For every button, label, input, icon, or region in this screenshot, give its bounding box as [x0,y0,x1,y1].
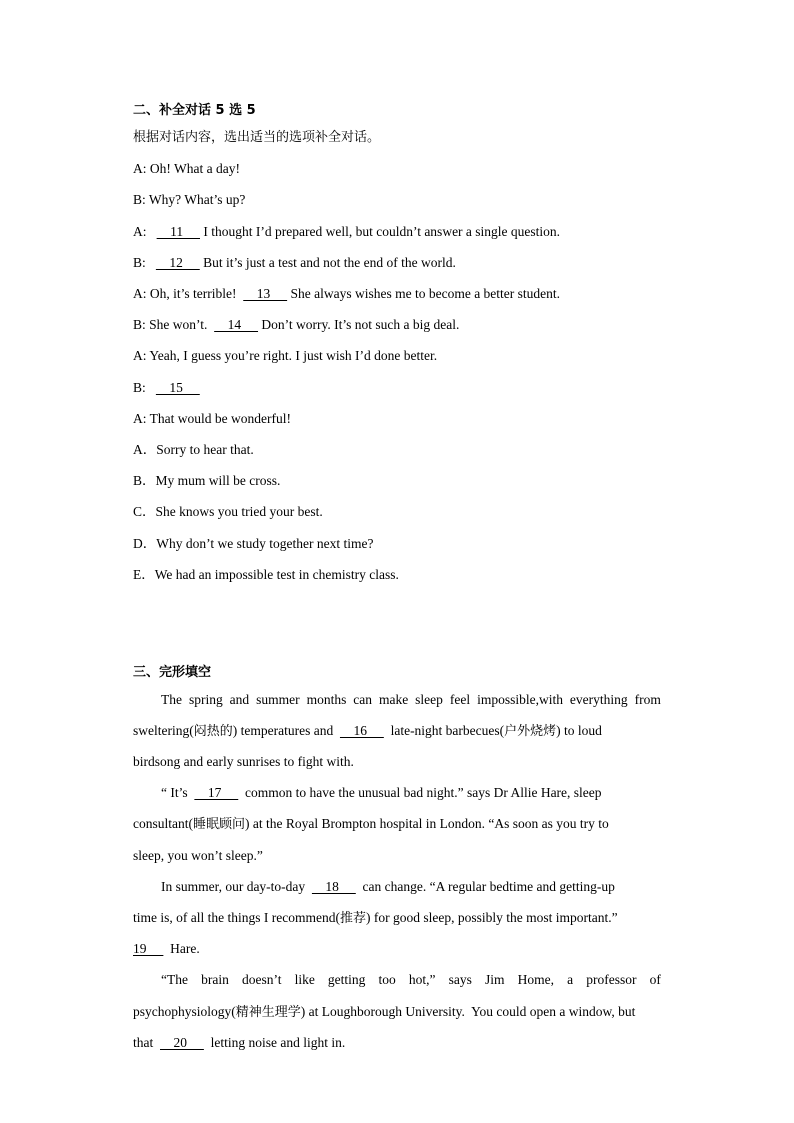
option-letter: D． [133,536,157,551]
answer-blank-18[interactable]: 18 [311,879,356,894]
word: like [294,972,315,987]
word: make [378,692,409,707]
option-text: She knows you tried your best. [155,504,323,519]
answer-blank-16[interactable]: 16 [339,723,384,738]
answer-blank-14[interactable]: 14 [214,317,259,332]
section3-heading: 三、完形填空 [133,665,212,680]
dialogue-pre: She won’t. [149,317,215,332]
section2-heading: 二、补全对话 5 选 5 [133,103,256,118]
chinese-gloss: 户外烧烤 [504,724,557,739]
answer-blank-15[interactable]: 15 [155,380,200,395]
dialogue-pre: Oh, it’s terrible! [149,286,244,301]
option-text: Why don’t we study together next time? [156,536,374,551]
option-text: We had an impossible test in chemistry class. [154,567,399,582]
text-segment: ) at Loughborough University. You could open a window, but [300,1004,636,1019]
chinese-gloss: 闷热的 [193,724,233,739]
text-segment: letting noise and light in. [203,1035,346,1050]
speaker-label: A: [133,224,147,239]
word: everything [569,692,628,707]
word: from [634,692,661,707]
answer-blank-13[interactable]: 13 [243,286,288,301]
dialogue-text: Why? What’s up? [148,192,246,207]
dialogue-text: Oh! What a day! [149,161,240,176]
option-c [133,504,323,520]
dialogue-line-1 [133,161,240,177]
word: “The [161,972,188,987]
word: sleep [415,692,443,707]
chinese-gloss: 推荐 [339,911,366,926]
text-segment: sweltering( [133,723,194,738]
text-segment: that [133,1035,160,1050]
speaker-label: B: [133,192,146,207]
cloze-p2-line1 [161,785,602,801]
speaker-label: B: [133,317,146,332]
word: hot,” [408,972,436,987]
word: can [353,692,373,707]
cloze-p1-line3: birdsong and early sunrises to fight with. [133,754,354,769]
text-segment: ) at the Royal Brompton hospital in London. “As soon as you try to [245,816,609,831]
cloze-p2-line2 [133,816,609,833]
option-e [133,567,399,583]
word: of [649,972,661,987]
word: doesn’t [241,972,282,987]
word: and [229,692,250,707]
cloze-p4-line3 [133,1035,345,1051]
text-segment: late-night barbecues( [383,723,505,738]
word: says [448,972,472,987]
word: too [378,972,396,987]
option-text: My mum will be cross. [155,473,281,488]
word: getting [327,972,366,987]
text-segment: psychophysiology( [133,1004,236,1019]
text-segment: common to have the unusual bad night.” says Dr Allie Hare, sleep [238,785,602,800]
word: feel [449,692,471,707]
text-segment: ) to loud [556,723,602,738]
dialogue-text: But it’s just a test and not the end of the world. [199,255,456,270]
cloze-p1-line2 [133,723,602,740]
word: professor [586,972,637,987]
chinese-gloss: 精神生理学 [235,1005,301,1020]
word: summer [256,692,300,707]
speaker-label: A: [133,161,147,176]
text-segment: can change. “A regular bedtime and getting-up [355,879,615,894]
option-letter: E． [133,567,155,582]
option-letter: C． [133,504,156,519]
dialogue-line-9 [133,411,291,427]
dialogue-line-5 [133,286,560,302]
word: months [306,692,347,707]
cloze-p3-line1 [161,879,615,895]
text-segment: time is, of all the things I recommend( [133,910,340,925]
answer-blank-11[interactable]: 11 [156,224,200,239]
cloze-p3-line2 [133,910,618,927]
option-d [133,536,373,552]
dialogue-line-4 [133,255,456,271]
dialogue-line-7 [133,348,437,364]
cloze-p2-line3: sleep, you won’t sleep.” [133,848,263,863]
option-letter: A． [133,442,157,457]
section2-instruction: 根据对话内容，选出适当的选项补全对话。 [133,130,381,145]
text-segment: ) for good sleep, possibly the most important.” [365,910,618,925]
cloze-p4-line2 [133,1004,635,1021]
option-letter: B． [133,473,156,488]
text-segment: ) temperatures and [232,723,340,738]
dialogue-text: She always wishes me to become a better student. [287,286,561,301]
word: impossible,with [477,692,563,707]
dialogue-text: Don’t worry. It’s not such a big deal. [258,317,460,332]
dialogue-text: That would be wonderful! [149,411,291,426]
text-segment: In summer, our day-to-day [161,879,312,894]
chinese-gloss: 睡眠顾问 [193,817,246,832]
option-b [133,473,280,489]
dialogue-text: I thought I’d prepared well, but couldn’t answer a single question. [200,224,561,239]
speaker-label: B: [133,380,146,395]
answer-blank-17[interactable]: 17 [194,785,239,800]
option-text: Sorry to hear that. [156,442,254,457]
dialogue-line-8 [133,380,200,396]
word: a [567,972,574,987]
word: Jim [485,972,505,987]
option-a [133,442,254,458]
cloze-p1-line1 [161,692,661,708]
speaker-label: A: [133,348,147,363]
text-segment: consultant( [133,816,193,831]
word: Home, [517,972,554,987]
word: spring [188,692,223,707]
text-segment: “ It’s [161,785,195,800]
speaker-label: B: [133,255,146,270]
speaker-label: A: [133,286,147,301]
answer-blank-20[interactable]: 20 [160,1035,204,1050]
word: The [161,692,182,707]
answer-blank-19[interactable]: 19 [133,941,164,956]
speaker-label: A: [133,411,147,426]
dialogue-text: Yeah, I guess you’re right. I just wish I’d done better. [149,348,438,363]
dialogue-line-6 [133,317,459,333]
cloze-p3-line3 [133,941,200,957]
cloze-p4-line1 [161,972,661,988]
text-segment: Hare. [163,941,200,956]
answer-blank-12[interactable]: 12 [155,255,200,270]
dialogue-line-3 [133,224,560,240]
word: brain [201,972,229,987]
dialogue-line-2 [133,192,245,208]
